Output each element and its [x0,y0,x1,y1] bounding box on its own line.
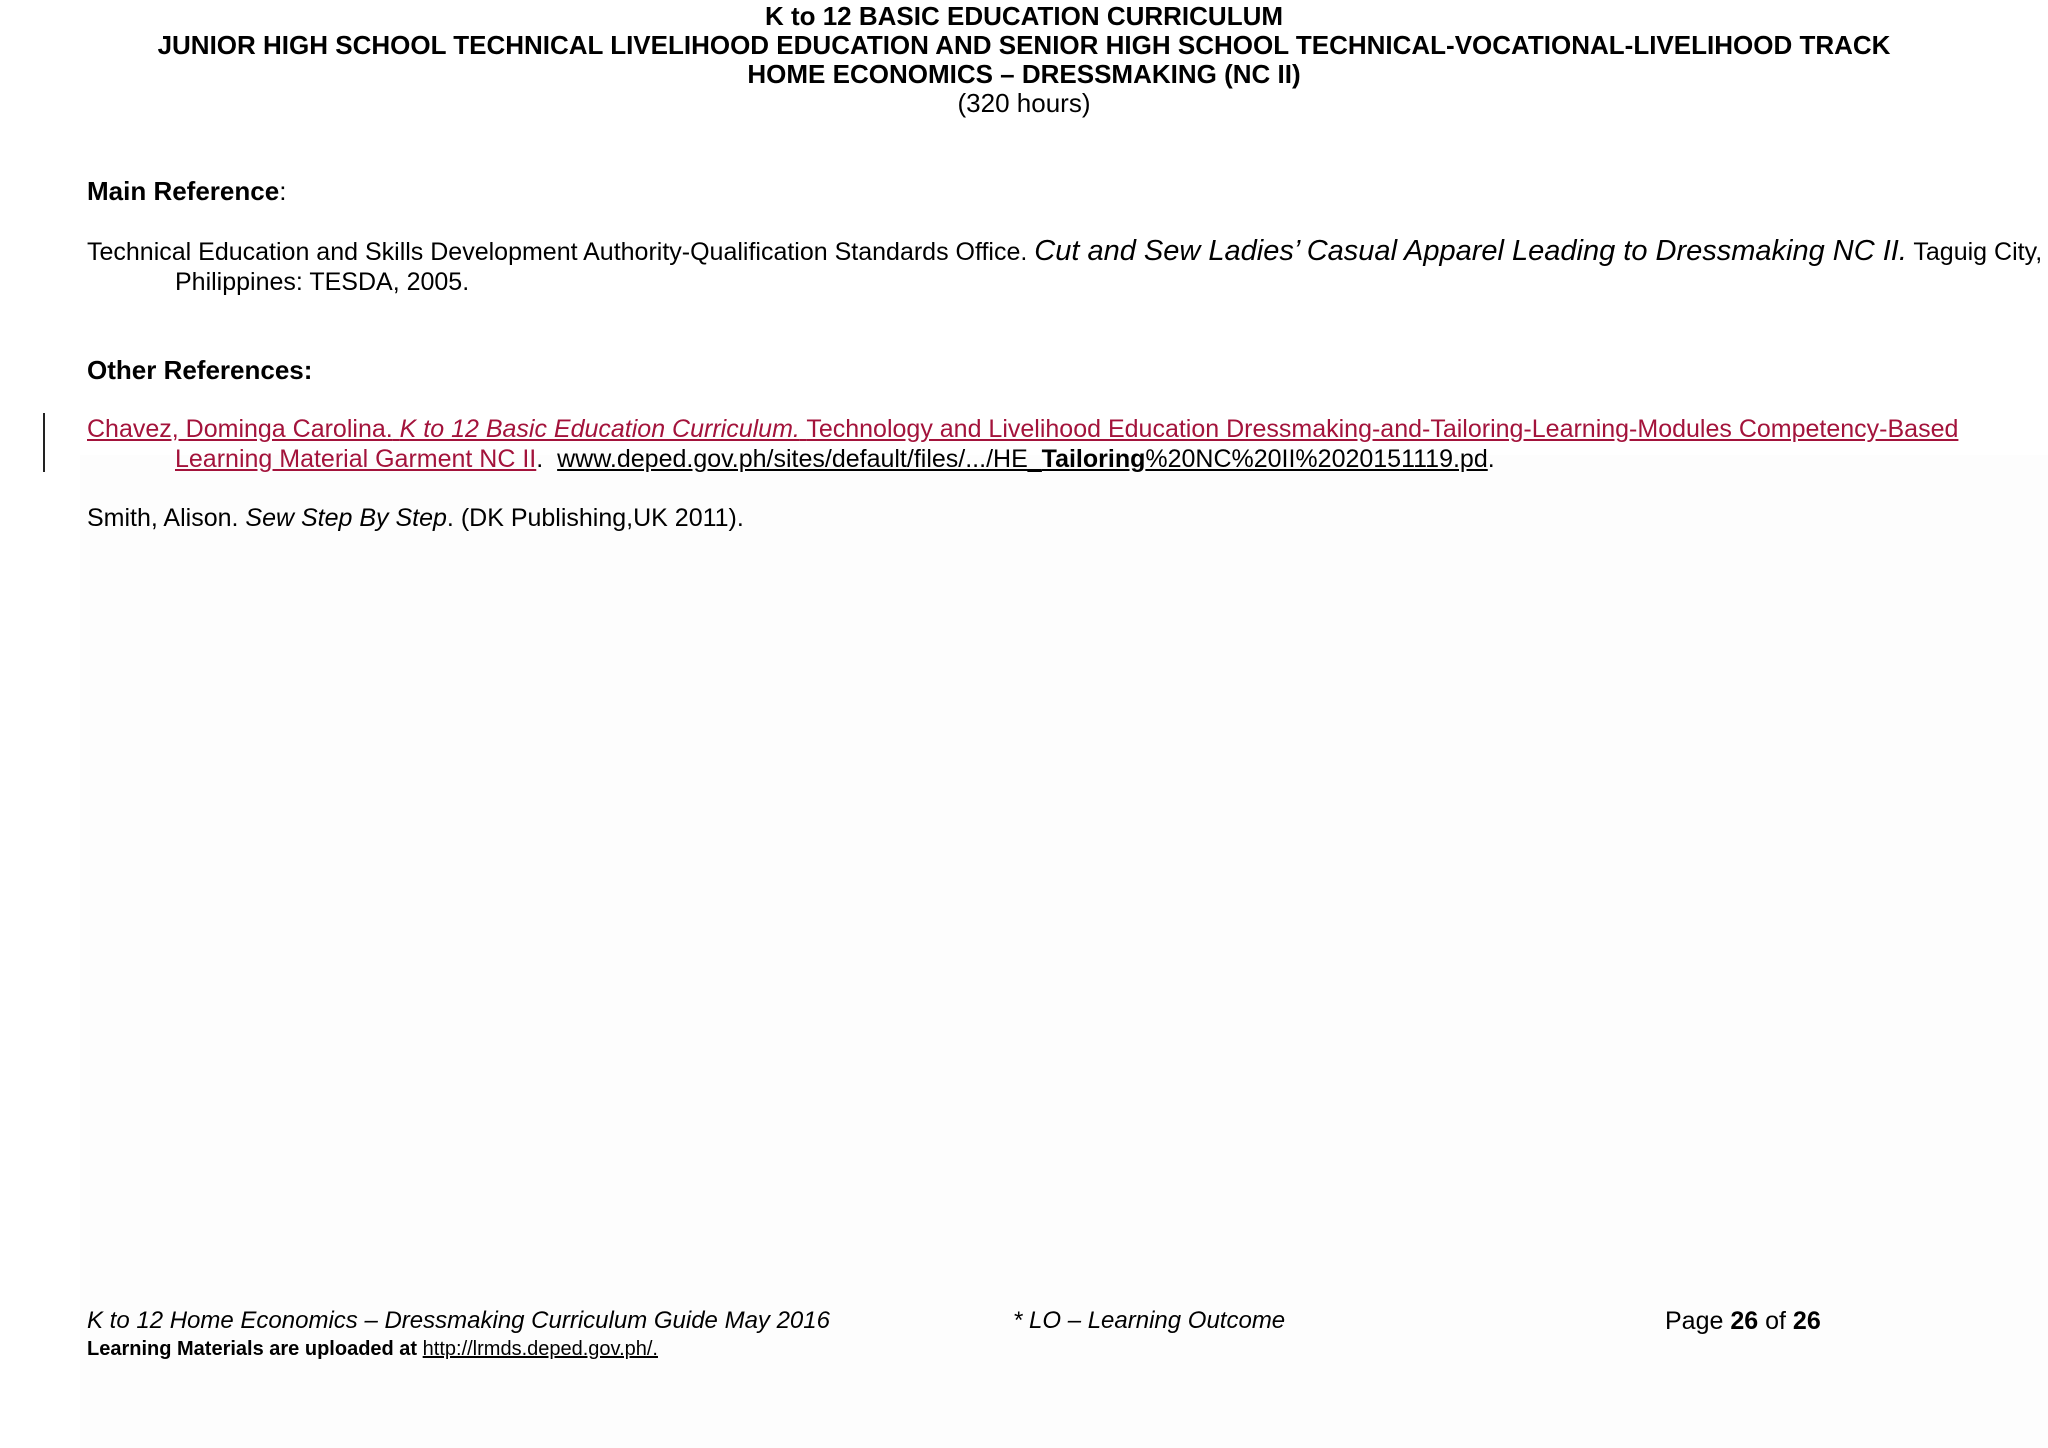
reference-chavez-line2 [87,444,1958,474]
header-subject-title: HOME ECONOMICS – DRESSMAKING (NC II) [747,59,1301,89]
footer-page-total: 26 [1792,1307,1821,1335]
reference-chavez-link-line2[interactable]: Learning Material Garment NC II [175,445,537,473]
reference-chavez-link-line1[interactable] [87,415,1958,443]
main-reference-heading-text: Main Reference [87,176,280,206]
reference-chavez-url-suffix: %20NC%20II%2020151119.pd [1145,445,1488,473]
reference-chavez-url-prefix: www.deped.gov.ph/sites/default/files/.../HE_ [557,445,1042,473]
header-hours: (320 hours) [957,88,1091,118]
reference-smith-title: Sew Step By Step [245,504,447,532]
reference-chavez-url-bold: Tailoring [1041,445,1146,473]
reference-chavez-end: . [1487,445,1495,473]
other-references-heading-text: Other References: [87,355,313,385]
footer-uploaded-text: Learning Materials are uploaded at [87,1338,418,1360]
header-curriculum-title: K to 12 BASIC EDUCATION CURRICULUM [764,1,1284,31]
document-header [0,2,2048,118]
footer-lo-note-text: * LO – Learning Outcome [1013,1307,1286,1334]
reference-chavez-separator: . [536,445,544,473]
main-reference-publisher: Philippines: TESDA, 2005. [175,268,470,296]
other-references-heading [87,355,312,386]
reference-entry-chavez [87,414,1958,474]
main-reference-title: Cut and Sew Ladies’ Casual Apparel Leading to Dressmaking NC II. [1034,235,1907,267]
reference-chavez-description: Technology and Livelihood Education Dressmaking-and-Tailoring-Learning-Modules Competency-Based [806,415,1959,443]
footer-page-number [1665,1307,1821,1336]
reference-smith-rest: . (DK Publishing,UK 2011). [446,504,744,532]
footer-page-current: 26 [1730,1307,1759,1335]
main-reference-heading [87,176,286,207]
reference-entry-smith [87,503,744,533]
reference-chavez-url[interactable] [557,445,1488,473]
footer-uploaded-note [87,1338,658,1361]
main-reference-entry [87,236,2042,297]
footer-of-word: of [1765,1307,1786,1335]
main-reference-author: Technical Education and Skills Development Authority-Qualification Standards Office. [87,238,1028,266]
footer-guide-text: K to 12 Home Economics – Dressmaking Curriculum Guide May 2016 [87,1307,830,1334]
reference-chavez-title: K to 12 Basic Education Curriculum. [399,415,800,443]
page-shade [80,455,2048,1448]
header-track-title: JUNIOR HIGH SCHOOL TECHNICAL LIVELIHOOD EDUCATION AND SENIOR HIGH SCHOOL TECHNICAL-VOCATIONAL-LIVELIHOOD TRACK [157,30,1891,60]
main-reference-place: Taguig City, [1913,238,2043,266]
reference-smith-author: Smith, Alison. [87,504,239,532]
revision-change-bar [43,413,45,472]
footer-guide-title [87,1307,830,1335]
footer-page-word: Page [1665,1307,1724,1335]
reference-chavez-author: Chavez, Dominga Carolina. [87,415,393,443]
footer-uploaded-link[interactable]: http://lrmds.deped.gov.ph/. [422,1338,658,1360]
footer-lo-note [1013,1307,1285,1335]
main-reference-heading-colon: : [279,176,287,206]
